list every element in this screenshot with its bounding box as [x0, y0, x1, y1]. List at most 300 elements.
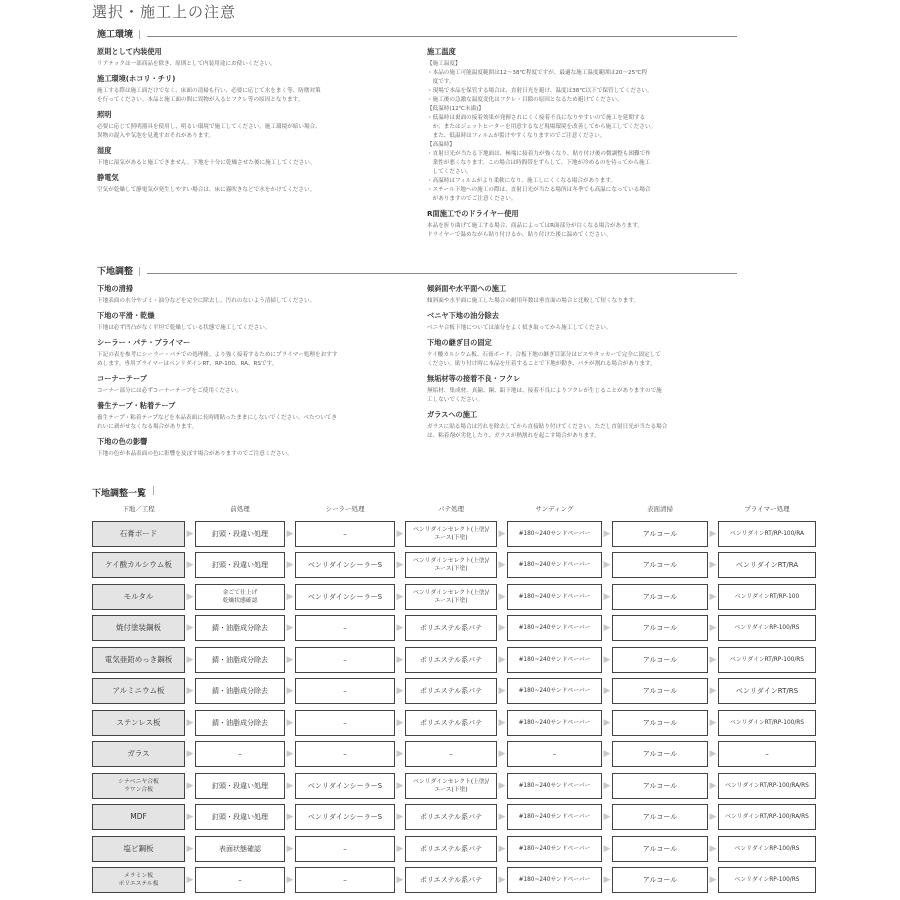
cell-text: #180~240サンドペーパー — [518, 782, 591, 789]
table-row — [92, 865, 816, 897]
cell-text: ベンリダインRT/RP-100/RA/RS — [725, 814, 809, 821]
section-title: 施工環境 — [97, 30, 134, 40]
process-cell — [195, 836, 285, 862]
cell-text: ベンリダインシーラーS — [307, 781, 383, 790]
cell-text: #180~240サンドペーパー — [518, 877, 591, 884]
process-cell — [195, 521, 285, 547]
chevron-right-icon: ▶ — [396, 780, 404, 791]
note-item — [427, 209, 739, 240]
process-cell — [718, 773, 816, 799]
cell-text: アルコール — [642, 687, 678, 696]
process-cell — [195, 804, 285, 830]
substrate-cell — [92, 741, 185, 767]
cell-text: – — [343, 876, 347, 885]
spacer — [497, 504, 507, 518]
cell-text: #180~240サンドペーパー — [518, 530, 591, 537]
substrate-cell — [92, 615, 185, 641]
cell-text: ケイ酸カルシウム板 — [105, 560, 172, 570]
process-cell — [295, 741, 395, 767]
chevron-right-icon: ▶ — [709, 654, 717, 665]
chevron-right-icon: ▶ — [498, 717, 506, 728]
chevron-right-icon: ▶ — [498, 528, 506, 539]
cell-text: ポリエステル系パテ — [419, 876, 483, 885]
process-cell — [612, 521, 708, 547]
process-cell — [405, 773, 497, 799]
cell-text: – — [343, 844, 347, 853]
note-item — [97, 146, 417, 168]
cell-text: – — [552, 750, 557, 759]
note-item — [97, 110, 417, 141]
note-text: 下地は必ず凹凸がなく平坦で乾燥している状態で施工してください。 — [97, 325, 271, 331]
process-cell — [718, 867, 816, 893]
cell-text: ポリエステル系パテ — [419, 687, 483, 696]
spacer — [395, 504, 405, 518]
chevron-right-icon: ▶ — [709, 875, 717, 886]
chevron-right-icon: ▶ — [709, 812, 717, 823]
process-cell — [295, 678, 395, 704]
spacer — [708, 504, 718, 518]
spacer — [602, 504, 612, 518]
process-cell — [195, 584, 285, 610]
process-cell — [405, 867, 497, 893]
process-cell — [718, 521, 816, 547]
chevron-right-icon: ▶ — [498, 875, 506, 886]
process-cell — [507, 867, 602, 893]
substrate-cell — [92, 710, 185, 736]
note-item — [97, 173, 417, 195]
process-cell — [405, 552, 497, 578]
substrate-cell — [92, 584, 185, 610]
cell-text: アルコール — [642, 624, 678, 633]
process-cell — [507, 804, 602, 830]
column-header: パテ処理 — [438, 505, 464, 513]
process-cell — [718, 615, 816, 641]
cell-text: – — [765, 750, 769, 759]
note-text: 傾斜面や水平面に施工した場合の耐用年数は垂直面の場合と比較して短くなります。 — [427, 298, 640, 304]
cell-text: ベンリダインシーラーS — [307, 561, 383, 570]
cell-text: #180~240サンドペーパー — [518, 593, 591, 600]
process-cell — [195, 647, 285, 673]
note-item — [427, 47, 739, 204]
cell-text: アルミニウム板 — [112, 686, 165, 696]
chevron-right-icon: ▶ — [286, 812, 294, 823]
chevron-right-icon: ▶ — [396, 591, 404, 602]
process-cell — [405, 836, 497, 862]
chevron-right-icon: ▶ — [396, 875, 404, 886]
note-heading: ガラスへの施工 — [427, 410, 478, 419]
process-cell — [718, 710, 816, 736]
column-header: 表面清掃 — [647, 505, 673, 513]
table-row — [92, 833, 816, 865]
process-cell — [507, 584, 602, 610]
process-cell — [195, 867, 285, 893]
chevron-right-icon: ▶ — [186, 528, 194, 539]
chevron-right-icon: ▶ — [709, 528, 717, 539]
table-row — [92, 550, 816, 582]
process-cell — [295, 552, 395, 578]
chevron-right-icon: ▶ — [286, 875, 294, 886]
cell-text: ベンリダインRT/RS — [735, 687, 799, 696]
table-row — [92, 676, 816, 708]
note-item — [97, 401, 417, 432]
cell-text: 釘頭・段違い処理 — [212, 529, 268, 538]
table-row — [92, 613, 816, 645]
note-heading: 施工環境(ホコリ・チリ) — [97, 74, 176, 83]
separator: | — [138, 30, 142, 40]
cell-text: #180~240サンドペーパー — [518, 562, 591, 569]
cell-text: #180~240サンドペーパー — [518, 688, 591, 695]
note-heading: R面施工でのドライヤー使用 — [427, 209, 519, 218]
process-cell — [405, 678, 497, 704]
chevron-right-icon: ▶ — [186, 591, 194, 602]
column-header: サンディング — [535, 505, 574, 513]
substrate-cell — [92, 773, 185, 799]
separator: | — [138, 267, 142, 277]
cell-text: ベンリダインセレクト(上塗)/ エース(下塗) — [413, 589, 489, 604]
chevron-right-icon: ▶ — [709, 749, 717, 760]
cell-text: – — [238, 750, 242, 759]
process-cell — [405, 647, 497, 673]
chevron-right-icon: ▶ — [498, 812, 506, 823]
note-text: 施工する際は施工面だけでなく、床面の清掃も行い、必要に応じて水をまく等、防塵対策 を行ってください。本品と施工面の間に異物が入るとフクレ等の原因となります。 — [97, 88, 321, 103]
process-cell — [405, 521, 497, 547]
chevron-right-icon: ▶ — [709, 591, 717, 602]
chevron-right-icon: ▶ — [498, 560, 506, 571]
note-text: リアテックは一部商品を除き、原則として内装用途にお使いください。 — [97, 61, 276, 67]
process-cell — [612, 552, 708, 578]
chevron-right-icon: ▶ — [286, 623, 294, 634]
note-text: ケイ酸カルシウム板、石膏ボード、合板下地の継ぎ目部分はビスやタッカーで完全に固定して ください。貼り付け時に本品を圧着することで下地が動き、パテが割れる場合があります。 — [427, 352, 661, 367]
substrate-table — [92, 504, 816, 896]
note-item — [427, 410, 739, 441]
cell-text: 焼付塗装鋼板 — [116, 623, 161, 633]
cell-text: アルコール — [642, 655, 678, 664]
note-heading: 下地の継ぎ目の固定 — [427, 338, 492, 347]
process-cell — [295, 804, 395, 830]
process-cell — [612, 741, 708, 767]
cell-text: ポリエステル系パテ — [419, 624, 483, 633]
env-left-column — [97, 47, 417, 200]
process-cell — [612, 804, 708, 830]
chevron-right-icon: ▶ — [603, 749, 611, 760]
chevron-right-icon: ▶ — [186, 780, 194, 791]
process-cell — [195, 741, 285, 767]
cell-text: ベンリダインシーラーS — [307, 813, 383, 822]
cell-text: ベンリダインRT/RP-100 — [734, 593, 800, 600]
chevron-right-icon: ▶ — [709, 717, 717, 728]
cell-text: 釘頭・段違い処理 — [212, 813, 268, 822]
cell-text: ベンリダインRT/RP-100/RA/RS — [725, 782, 809, 789]
note-text: 下地に湿気があると施工できません。下地を十分に乾燥させた後に施工してください。 — [97, 160, 316, 166]
cell-text: ベンリダインセレクト(上塗)/ エース(下塗) — [413, 526, 489, 541]
cell-text: アルコール — [642, 813, 678, 822]
separator: | — [152, 486, 156, 496]
process-cell — [295, 773, 395, 799]
cell-text: 表面状態確認 — [219, 844, 261, 853]
note-text: ガラスに貼る場合は汚れを除去してから直接貼り付けてください。ただし直射日光が当たる場合 は、粘着剤が劣化したり、ガラスが熱割れを起こす場合があります。 — [427, 424, 668, 439]
base-right-column — [427, 284, 739, 446]
process-cell — [612, 773, 708, 799]
env-right-column — [427, 47, 739, 245]
note-item — [97, 74, 417, 105]
section-header-env — [97, 27, 737, 40]
cell-text: 電気亜鉛めっき鋼板 — [104, 654, 173, 664]
chevron-right-icon: ▶ — [709, 686, 717, 697]
process-cell — [295, 521, 395, 547]
chevron-right-icon: ▶ — [603, 717, 611, 728]
chevron-right-icon: ▶ — [498, 843, 506, 854]
process-cell — [612, 647, 708, 673]
note-text: 下地の色が本品表面の色に影響を及ぼす場合がありますのでご注意ください。 — [97, 451, 293, 457]
table-row — [92, 802, 816, 834]
cell-text: ポリエステル系パテ — [419, 655, 483, 664]
process-cell — [612, 867, 708, 893]
cell-text: シナベニヤ合板 ラワン合板 — [118, 778, 159, 793]
note-text: コーナー部分には必ずコーナーテープをご使用ください。 — [97, 388, 242, 394]
note-item — [427, 311, 739, 333]
cell-text: 金ごて仕上げ 乾燥状態確認 — [222, 589, 258, 604]
cell-text: アルコール — [642, 718, 678, 727]
chevron-right-icon: ▶ — [186, 686, 194, 697]
note-heading: 下地の平滑・乾燥 — [97, 311, 155, 320]
chevron-right-icon: ▶ — [603, 780, 611, 791]
chevron-right-icon: ▶ — [709, 623, 717, 634]
cell-text: ポリエステル系パテ — [419, 813, 483, 822]
table-row — [92, 644, 816, 676]
cell-text: #180~240サンドペーパー — [518, 719, 591, 726]
chevron-right-icon: ▶ — [709, 780, 717, 791]
cell-text: – — [343, 624, 347, 633]
table-row — [92, 770, 816, 802]
cell-text: 錆・油脂成分除去 — [212, 687, 268, 696]
substrate-cell — [92, 647, 185, 673]
cell-text: 錆・油脂成分除去 — [212, 624, 268, 633]
chevron-right-icon: ▶ — [603, 875, 611, 886]
cell-text: アルコール — [642, 750, 678, 759]
cell-text: #180~240サンドペーパー — [518, 625, 591, 632]
chevron-right-icon: ▶ — [498, 623, 506, 634]
chevron-right-icon: ▶ — [498, 591, 506, 602]
substrate-cell — [92, 678, 185, 704]
substrate-cell — [92, 867, 185, 893]
process-cell — [507, 678, 602, 704]
process-cell — [507, 741, 602, 767]
process-cell — [718, 804, 816, 830]
process-cell — [718, 678, 816, 704]
note-heading: 下地の色の影響 — [97, 437, 148, 446]
process-cell — [718, 552, 816, 578]
note-heading: 無垢材等の接着不良・フクレ — [427, 374, 521, 383]
chevron-right-icon: ▶ — [603, 591, 611, 602]
process-cell — [295, 710, 395, 736]
chevron-right-icon: ▶ — [396, 560, 404, 571]
cell-text: アルコール — [642, 529, 678, 538]
chevron-right-icon: ▶ — [286, 591, 294, 602]
chevron-right-icon: ▶ — [603, 623, 611, 634]
note-heading: 傾斜面や水平面への施工 — [427, 284, 507, 293]
note-heading: シーラー・パテ・プライマー — [97, 338, 191, 347]
chevron-right-icon: ▶ — [186, 623, 194, 634]
page-title: 選択・施工上の注意 — [92, 3, 237, 21]
note-text: 養生テープ・粘着テープなどを本品表面に長時間貼ったままにしないでください。べたついてき れいに剥がせなくなる場合があります。 — [97, 415, 337, 430]
spacer — [185, 504, 195, 518]
substrate-cell — [92, 804, 185, 830]
spacer — [285, 504, 295, 518]
note-heading: 養生テープ・粘着テープ — [97, 401, 176, 410]
chevron-right-icon: ▶ — [396, 717, 404, 728]
cell-text: ベンリダインRT/RP-100/RS — [730, 656, 804, 663]
note-text: 下記の表を参考にシーラー・パテでの処理後、より強く接着するためにプライマー処理をおすす めします。専用プライマーはベンリダインRT、RP-100、RA、RSです。 — [97, 352, 338, 367]
cell-text: ベンリダインRT/RP-100/RS — [730, 719, 804, 726]
process-cell — [405, 741, 497, 767]
cell-text: – — [343, 718, 347, 727]
chevron-right-icon: ▶ — [186, 843, 194, 854]
process-cell — [195, 678, 285, 704]
chevron-right-icon: ▶ — [286, 654, 294, 665]
cell-text: ベンリダインシーラーS — [307, 592, 383, 601]
note-item — [427, 338, 739, 369]
chevron-right-icon: ▶ — [396, 528, 404, 539]
note-item — [427, 284, 739, 306]
process-cell — [195, 552, 285, 578]
process-cell — [612, 710, 708, 736]
note-text: 空気が乾燥して静電気が発生しやすい場合は、床に霧吹きなどで水をかけてください。 — [97, 187, 316, 193]
process-cell — [507, 647, 602, 673]
note-text: 【施工温度】 ・本品の施工可能温度範囲は12～38℃程度ですが、最適な施工温度範囲は20～25℃程 度です。 ・現場で本品を保管する場合は、直射日光を避け、温度は38℃以下で保管してください。 ・施工後の急激な温度変化はフクレ・目隙の原因となるため避けてください。 【低温時(12℃未満)】 ・低温時は裏面の接着効果が発揮されにくく接着不良になりやすいので施工を延期する か、またはジェットヒーターを用意するなど現場環境を改善してから施工してください。 また、低温時はフィルムが裂けやすくなりますのでご注意ください。 【高温時】 ・直射日光が当たる下地面は、極端に接着力が強くなり、貼り付け後の微調整も困難で作 業性が悪くなります。この場合は時間帯をずらして、下地が冷めるのを待ってから施工 してください。 ・高温時はフィルムがより柔軟になり、施工しにくくなる場合があります。 ・スチール下地への施工の際は、直射日光が当たる場所は冬季でも高温になっている場合 がありますのでご注意ください。 — [427, 61, 657, 202]
chevron-right-icon: ▶ — [286, 717, 294, 728]
cell-text: ガラス — [127, 749, 150, 759]
process-cell — [295, 647, 395, 673]
cell-text: アルコール — [642, 592, 678, 601]
column-header: 前処理 — [230, 505, 250, 513]
process-cell — [612, 836, 708, 862]
process-cell — [718, 647, 816, 673]
note-text: ベニヤ合板下地については油分をよく拭き取ってから施工してください。 — [427, 325, 612, 331]
note-item — [97, 284, 417, 306]
process-cell — [612, 615, 708, 641]
chevron-right-icon: ▶ — [286, 749, 294, 760]
note-text: 無垢材、集成材、真鍮、銅、鉛下地は、接着不良によりフクレが生じることがありますので施 工しないでください。 — [427, 388, 662, 403]
table-body — [92, 518, 816, 896]
base-left-column — [97, 284, 417, 464]
cell-text: – — [238, 876, 242, 885]
divider — [147, 273, 737, 274]
chevron-right-icon: ▶ — [186, 875, 194, 886]
chevron-right-icon: ▶ — [603, 843, 611, 854]
cell-text: ベンリダインRP-100/RS — [734, 845, 800, 852]
process-cell — [405, 584, 497, 610]
note-heading: 静電気 — [97, 173, 119, 182]
cell-text: アルコール — [642, 781, 678, 790]
column-header: シーラー処理 — [325, 505, 365, 513]
note-text: 必要に応じて照明器具を使用し、明るい環境で施工してください。施工環境が暗い場合、 異物の混入や気泡を見逃すおそれがあります。 — [97, 124, 321, 139]
process-cell — [612, 678, 708, 704]
table-row — [92, 518, 816, 550]
chevron-right-icon: ▶ — [603, 686, 611, 697]
note-item — [97, 311, 417, 333]
cell-text: – — [343, 655, 347, 664]
cell-text: #180~240サンドペーパー — [518, 814, 591, 821]
cell-text: ベンリダインRP-100/RS — [734, 625, 800, 632]
process-cell — [507, 773, 602, 799]
cell-text: モルタル — [123, 591, 154, 601]
process-cell — [507, 836, 602, 862]
section-title: 下地調整 — [97, 267, 134, 277]
cell-text: ベンリダインRT/RP-100/RA — [729, 530, 805, 537]
chevron-right-icon: ▶ — [286, 843, 294, 854]
chevron-right-icon: ▶ — [396, 654, 404, 665]
table-row — [92, 739, 816, 771]
process-cell — [718, 836, 816, 862]
chevron-right-icon: ▶ — [603, 560, 611, 571]
process-cell — [195, 773, 285, 799]
chevron-right-icon: ▶ — [186, 812, 194, 823]
note-heading: 施工温度 — [427, 47, 456, 56]
note-heading: 湿度 — [97, 146, 112, 155]
note-item — [427, 374, 739, 405]
note-heading: 照明 — [97, 110, 112, 119]
chevron-right-icon: ▶ — [186, 749, 194, 760]
note-heading: ベニヤ下地の油分除去 — [427, 311, 499, 320]
process-cell — [195, 710, 285, 736]
chevron-right-icon: ▶ — [186, 717, 194, 728]
column-header: プライマー処理 — [744, 505, 790, 513]
process-cell — [718, 741, 816, 767]
process-cell — [405, 804, 497, 830]
substrate-cell — [92, 552, 185, 578]
process-cell — [295, 836, 395, 862]
column-header: 下地／工程 — [122, 505, 155, 513]
cell-text: #180~240サンドペーパー — [518, 656, 591, 663]
cell-text: – — [343, 687, 347, 696]
process-cell — [195, 615, 285, 641]
process-cell — [507, 615, 602, 641]
table-row — [92, 581, 816, 613]
cell-text: 釘頭・段違い処理 — [212, 561, 268, 570]
divider — [147, 36, 737, 37]
chevron-right-icon: ▶ — [709, 843, 717, 854]
cell-text: 釘頭・段違い処理 — [212, 781, 268, 790]
chevron-right-icon: ▶ — [286, 528, 294, 539]
chevron-right-icon: ▶ — [603, 654, 611, 665]
chevron-right-icon: ▶ — [603, 812, 611, 823]
chevron-right-icon: ▶ — [396, 843, 404, 854]
table-column-headers — [92, 504, 816, 518]
process-cell — [295, 867, 395, 893]
note-heading: 下地の清掃 — [97, 284, 133, 293]
cell-text: ベンリダインセレクト(上塗)/ エース(下塗) — [413, 558, 489, 573]
cell-text: ポリエステル系パテ — [419, 718, 483, 727]
cell-text: 塩ビ鋼板 — [123, 843, 154, 853]
note-heading: コーナーテープ — [97, 374, 147, 383]
process-cell — [405, 710, 497, 736]
cell-text: 石膏ボード — [119, 528, 158, 538]
cell-text: メラミン板 ポリエステル板 — [118, 873, 159, 888]
chevron-right-icon: ▶ — [286, 686, 294, 697]
cell-text: – — [343, 750, 347, 759]
cell-text: 錆・油脂成分除去 — [212, 655, 268, 664]
note-item — [97, 338, 417, 369]
cell-text: – — [449, 750, 453, 759]
chevron-right-icon: ▶ — [186, 560, 194, 571]
cell-text: #180~240サンドペーパー — [518, 845, 591, 852]
cell-text: ステンレス板 — [116, 717, 161, 727]
chevron-right-icon: ▶ — [709, 560, 717, 571]
cell-text: アルコール — [642, 876, 678, 885]
chevron-right-icon: ▶ — [286, 780, 294, 791]
table-title: 下地調整一覧 — [92, 489, 147, 499]
chevron-right-icon: ▶ — [286, 560, 294, 571]
